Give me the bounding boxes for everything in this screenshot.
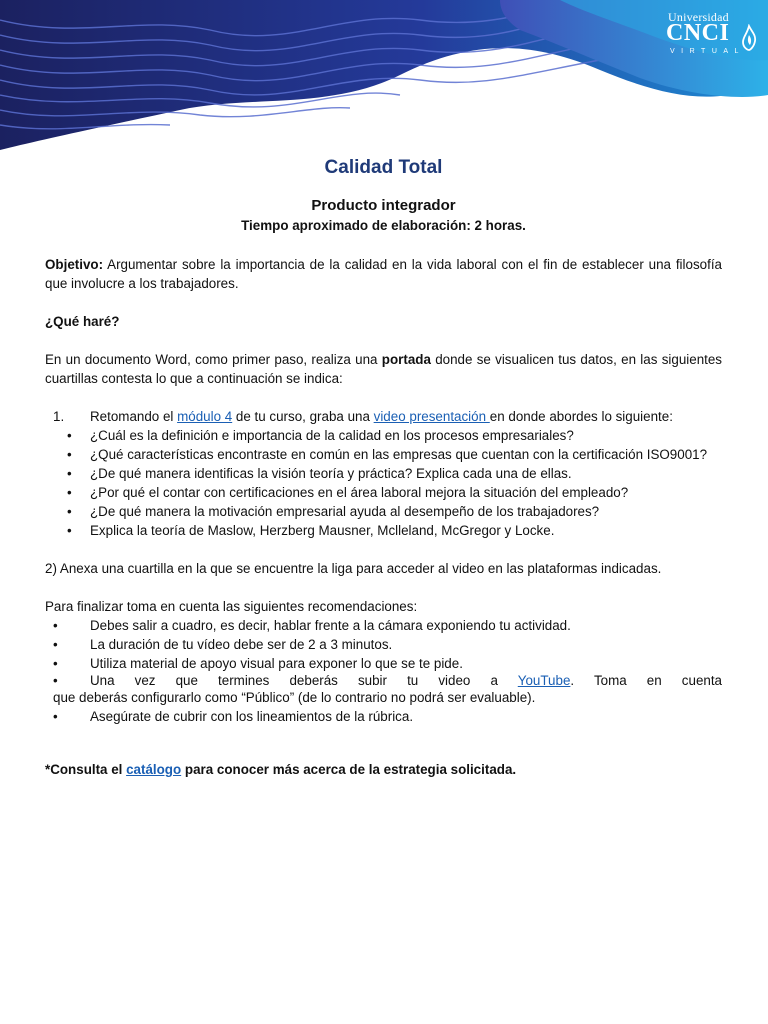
- modulo-4-link[interactable]: módulo 4: [177, 409, 233, 424]
- bullet: •: [67, 523, 72, 538]
- list-item-youtube: [45, 673, 722, 688]
- step-1-text-b: de tu curso, graba una: [232, 409, 374, 424]
- list-item: [45, 635, 722, 654]
- list-item: [45, 464, 722, 483]
- step-1-text-a: Retomando el: [90, 409, 178, 424]
- question-text: ¿De qué manera la motivación empresarial ayuda al desempeño de los trabajadores?: [90, 504, 600, 519]
- final-text-a: *Consulta el: [45, 762, 127, 777]
- bullet: •: [67, 447, 72, 462]
- question-text: ¿Cuál es la definición e importancia de la calidad en los procesos empresariales?: [90, 428, 574, 443]
- final-text-b: para conocer más acerca de la estrategia solicitada.: [181, 762, 517, 777]
- intro-text-a: En un documento Word, como primer paso, realiza una: [45, 352, 382, 367]
- question-text: ¿Por qué el contar con certificaciones en el área laboral mejora la situación del empleado?: [90, 485, 629, 500]
- document-body: [45, 150, 722, 779]
- objective-text: Argumentar sobre la importancia de la calidad en la vida laboral con el fin de establecer una filosofía que involucre a los trabajadores.: [45, 257, 722, 291]
- recommendation-text: Debes salir a cuadro, es decir, hablar frente a la cámara exponiendo tu actividad.: [90, 618, 571, 633]
- page-title: Calidad Total: [324, 157, 443, 178]
- intro-paragraph: [45, 350, 722, 388]
- flame-icon: [738, 24, 760, 52]
- estimated-time: Tiempo aproximado de elaboración: 2 horas.: [241, 218, 526, 233]
- youtube-link[interactable]: YouTube: [517, 673, 571, 688]
- bullet: •: [53, 637, 58, 652]
- list-item: [45, 654, 722, 673]
- list-item: [45, 445, 722, 464]
- youtube-text-a: Una vez que termines deberás subir tu video a: [90, 673, 518, 688]
- recommendation-text: [90, 673, 722, 688]
- bullet: •: [53, 673, 58, 688]
- questions-list: [45, 426, 722, 540]
- final-note: [45, 760, 722, 779]
- logo-virtual: VIRTUAL: [670, 48, 745, 55]
- logo-universidad: Universidad: [668, 10, 729, 24]
- step-1-text: [90, 407, 673, 426]
- youtube-continuation: que deberás configurarlo como “Público” (de lo contrario no podrá ser evaluable).: [53, 690, 536, 705]
- list-item: [45, 502, 722, 521]
- recommendations-intro: Para finalizar toma en cuenta las siguientes recomendaciones:: [45, 599, 418, 614]
- cnci-logo: [668, 10, 760, 60]
- intro-text-b: donde se visualicen tus datos, en las siguientes cuartillas contesta lo que a continuación se indica:: [45, 352, 723, 386]
- objective-label: Objetivo:: [45, 257, 104, 272]
- bullet: •: [67, 485, 72, 500]
- step-1-number: 1.: [53, 409, 65, 424]
- recommendations-list: [45, 616, 722, 673]
- que-hare-heading: ¿Qué haré?: [45, 314, 120, 329]
- step-2: 2) Anexa una cuartilla en la que se encuentre la liga para acceder al video en las plataformas indicadas.: [45, 561, 662, 576]
- step-1-text-c: en donde abordes lo siguiente:: [489, 409, 673, 424]
- question-text: ¿De qué manera identificas la visión teoría y práctica? Explica cada una de ellas.: [90, 466, 572, 481]
- question-text: ¿Qué características encontraste en común en las empresas que cuentan con la certificación ISO9001?: [90, 447, 708, 462]
- bullet: •: [53, 656, 58, 671]
- bullet: •: [67, 504, 72, 519]
- bullet: •: [67, 428, 72, 443]
- intro-bold-portada: portada: [381, 352, 431, 367]
- logo-cnci: CNCI: [666, 20, 730, 46]
- page-subtitle: Producto integrador: [311, 197, 456, 214]
- list-item: [45, 707, 722, 726]
- bullet: •: [53, 709, 58, 724]
- list-item: [45, 616, 722, 635]
- bullet: •: [53, 618, 58, 633]
- recommendation-text: Asegúrate de cubrir con los lineamientos de la rúbrica.: [90, 709, 414, 724]
- video-presentacion-link[interactable]: video presentación: [373, 409, 490, 424]
- recommendation-text: La duración de tu vídeo debe ser de 2 a 3 minutos.: [90, 637, 393, 652]
- bullet: •: [67, 466, 72, 481]
- recommendation-text: Utiliza material de apoyo visual para exponer lo que se te pide.: [90, 656, 463, 671]
- catalogo-link[interactable]: catálogo: [126, 762, 182, 777]
- youtube-text-b: . Toma en cuenta: [570, 673, 723, 688]
- question-text: Explica la teoría de Maslow, Herzberg Mausner, Mclleland, McGregor y Locke.: [90, 523, 555, 538]
- step-1: [45, 407, 722, 426]
- header-wave-decoration: [0, 0, 768, 160]
- list-item: [45, 426, 722, 445]
- list-item: [45, 521, 722, 540]
- recommendations-list-end: [45, 707, 722, 726]
- objective-paragraph: [45, 255, 722, 293]
- list-item: [45, 483, 722, 502]
